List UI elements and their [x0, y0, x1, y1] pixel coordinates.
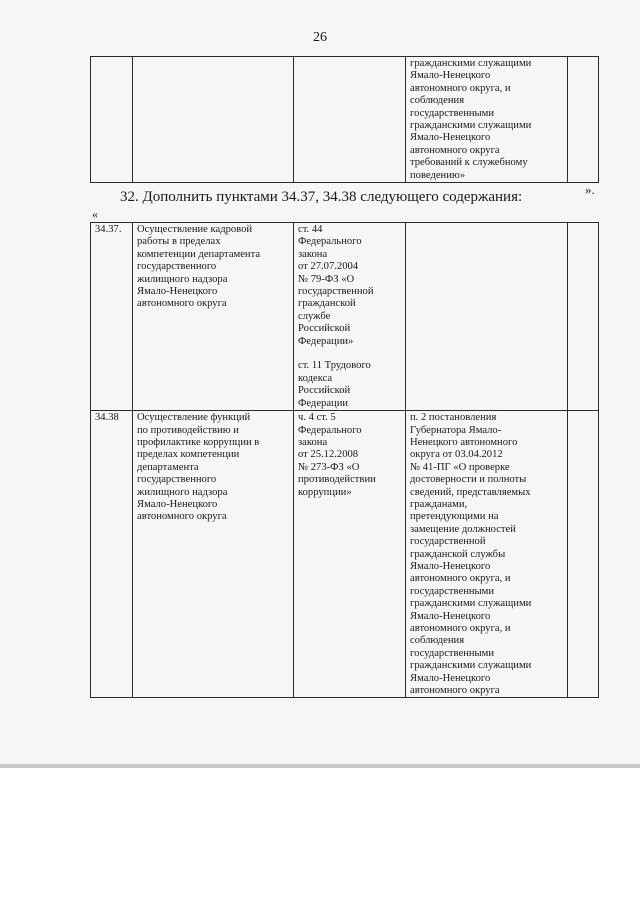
- cell-function: [133, 57, 294, 183]
- cell-federal-basis: ч. 4 ст. 5 Федерального закона от 25.12.2008 № 273-ФЗ «О противодействии коррупции»: [294, 411, 406, 698]
- table-row: [91, 57, 599, 183]
- cell-regional-basis: гражданскими служащими Ямало-Ненецкого автономного округа, и соблюдения государственными гражданскими служащими Ямало-Ненецкого автономного округа требований к служебному поведению»: [406, 57, 568, 183]
- closing-quote: ».: [585, 182, 595, 197]
- cell-number: 34.37.: [91, 223, 133, 411]
- amendments-table: [90, 222, 599, 698]
- section-heading: 32. Дополнить пунктами 34.37, 34.38 следующего содержания:: [120, 189, 523, 205]
- table-row: [91, 223, 599, 411]
- cell-number: 34.38: [91, 411, 133, 698]
- page-edge: [0, 764, 640, 768]
- cell-federal-basis: ст. 44 Федерального закона от 27.07.2004 № 79-ФЗ «О государственной гражданской службе Российской Федерации» ст. 11 Трудового кодекса Российской Федерации: [294, 223, 406, 411]
- continued-table: [90, 56, 599, 183]
- opening-quote: «: [92, 207, 98, 221]
- cell-extra: [568, 411, 599, 698]
- cell-extra: [568, 223, 599, 411]
- cell-regional-basis: [406, 223, 568, 411]
- cell-number: [91, 57, 133, 183]
- table-row: [91, 411, 599, 698]
- cell-regional-basis: п. 2 постановления Губернатора Ямало- Ненецкого автономного округа от 03.04.2012 № 41-ПГ «О проверке достоверности и полноты сведений, представляемых гражданами, претендующими на замещение должностей государственной гражданской службы Ямало-Ненецкого автономного округа, и государственными гражданскими служащими Ямало-Ненецкого автономного округа, и соблюдения государственными гражданскими служащими Ямало-Ненецкого автономного округа: [406, 411, 568, 698]
- page-number: 26: [313, 30, 327, 45]
- cell-function: Осуществление функций по противодействию и профилактике коррупции в пределах компетенции департамента государственного жилищного надзора Ямало-Ненецкого автономного округа: [133, 411, 294, 698]
- cell-function: Осуществление кадровой работы в пределах компетенции департамента государственного жилищного надзора Ямало-Ненецкого автономного округа: [133, 223, 294, 411]
- cell-extra: [568, 57, 599, 183]
- cell-federal-basis: [294, 57, 406, 183]
